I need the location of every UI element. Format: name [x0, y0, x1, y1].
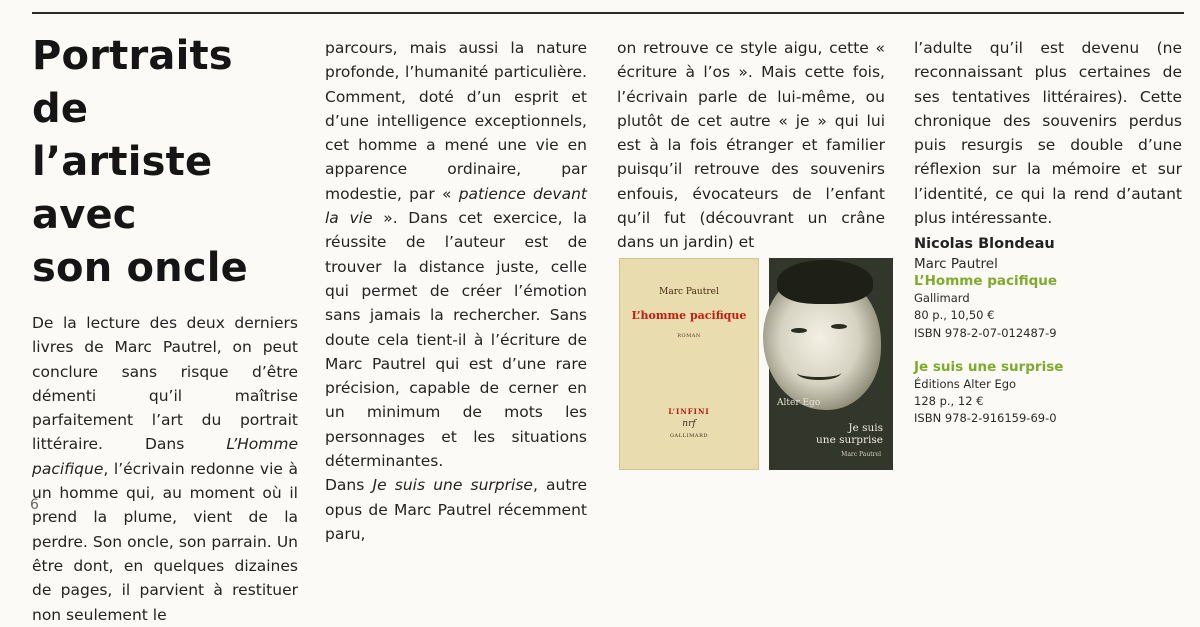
book-references	[914, 256, 1184, 428]
book-isbn: ISBN 978-2-07-012487-9	[914, 325, 1057, 340]
portrait-eye	[831, 324, 847, 329]
column-4	[914, 36, 1182, 257]
page-number: 6	[30, 497, 39, 513]
author-signature: Nicolas Blondeau	[914, 236, 1055, 253]
body-paragraph-1-cont	[325, 36, 587, 473]
column-1	[32, 30, 298, 627]
body-paragraph-2-end	[914, 36, 1182, 230]
article-headline	[32, 30, 298, 295]
cover-title-line-2: une surprise	[816, 434, 883, 446]
cover-publisher: GALLIMARD	[669, 433, 709, 439]
book-cover-je-suis-une-surprise	[769, 258, 893, 470]
cover-collection: L’INFINI	[668, 407, 710, 416]
book-details: 128 p., 12 €	[914, 394, 984, 409]
body-text: Dans	[325, 476, 373, 495]
column-3	[617, 36, 885, 255]
book-reference-2	[914, 359, 1184, 428]
body-paragraph-1	[32, 311, 298, 627]
book-title: L’Homme pacifique	[914, 273, 1058, 289]
book-publisher: Gallimard	[914, 291, 970, 305]
portrait-smile	[797, 366, 841, 380]
cover-author: Marc Pautrel	[659, 287, 719, 297]
book-cover-homme-pacifique	[619, 258, 759, 470]
book-publisher: Éditions Alter Ego	[914, 376, 1017, 391]
body-text: , autre opus de Marc Pautrel récemment paru,	[325, 476, 588, 543]
nrf-logo: nrf	[682, 419, 696, 429]
body-paragraph-2	[325, 473, 587, 546]
book-title-italic: Je suis une surprise	[372, 476, 533, 495]
book-details: 80 p., 10,50 €	[914, 308, 995, 323]
body-text: parcours, mais aussi la nature profonde, l’humanité particulière. Comment, doté d’un esprit et d’une intelligence exceptionnels, cet homme a mené une vie en apparence ordinaire, par modestie, par «	[325, 39, 587, 203]
headline-line-2: l’artiste avec	[32, 139, 213, 238]
headline-line-3: son oncle	[32, 245, 248, 291]
body-text: on retrouve ce style aigu, cette « écriture à l’os ». Mais cette fois, l’écrivain parle de lui-même, ou plutôt de cet autre « je » qui lui est à la fois étranger et familier puisqu’il retrouve des souvenirs enfouis, évocateurs de l’enfant qu’il fut (découvrant un crâne dans un jardin) et	[617, 39, 885, 252]
book-reference-1	[914, 256, 1184, 342]
top-rule	[32, 12, 1184, 14]
body-text: l’adulte qu’il est devenu (ne reconnaissant plus certaines de ses tentatives littéraires). Cette chronique des souvenirs perdus puis resurgis se double d’une réflexion sur la mémoire et sur l’identité, ce qui la rend d’autant plus intéressante.	[914, 39, 1182, 228]
body-text: De la lecture des deux derniers livres de Marc Pautrel, on peut conclure sans risque d’être démenti qu’il maîtrise parfaitement l’art du portrait littéraire. Dans	[32, 314, 298, 454]
cover-title	[816, 422, 883, 446]
cover-author: Marc Pautrel	[841, 451, 881, 458]
portrait-hair	[777, 260, 873, 304]
alter-ego-logo: Alter Ego	[777, 398, 821, 408]
book-title-italic: L’Homme pacifique	[32, 435, 298, 478]
cover-title-line-1: Je suis	[848, 422, 883, 434]
cover-title: L’homme pacifique	[631, 309, 747, 322]
headline-line-1: Portraits de	[32, 33, 233, 132]
cover-genre: ROMAN	[677, 333, 701, 339]
quote-italic: patience devant la vie	[325, 184, 587, 228]
book-author: Marc Pautrel	[914, 256, 998, 272]
book-title: Je suis une surprise	[914, 358, 1064, 375]
body-paragraph-2-cont	[617, 36, 885, 255]
body-text: ». Dans cet exercice, la réussite de l’auteur est de trouver la distance juste, celle qui permet de créer l’émotion sans jamais la rechercher. Sans doute cela tient-il à l’écriture de Marc Pautrel qui est d’une rare précision, capable de cerner en un minimum de mots les personnages et les situations déterminantes.	[325, 209, 587, 471]
column-2	[325, 36, 587, 546]
body-text: , l’écrivain redonne vie à un homme qui, au moment où il prend la plume, vient de la perdre. Son oncle, son parrain. Un être dont, en quelques dizaines de pages, il parvient à restituer non seulement le	[32, 459, 298, 624]
portrait-eye	[791, 328, 807, 333]
book-isbn: ISBN 978-2-916159-69-0	[914, 411, 1057, 426]
